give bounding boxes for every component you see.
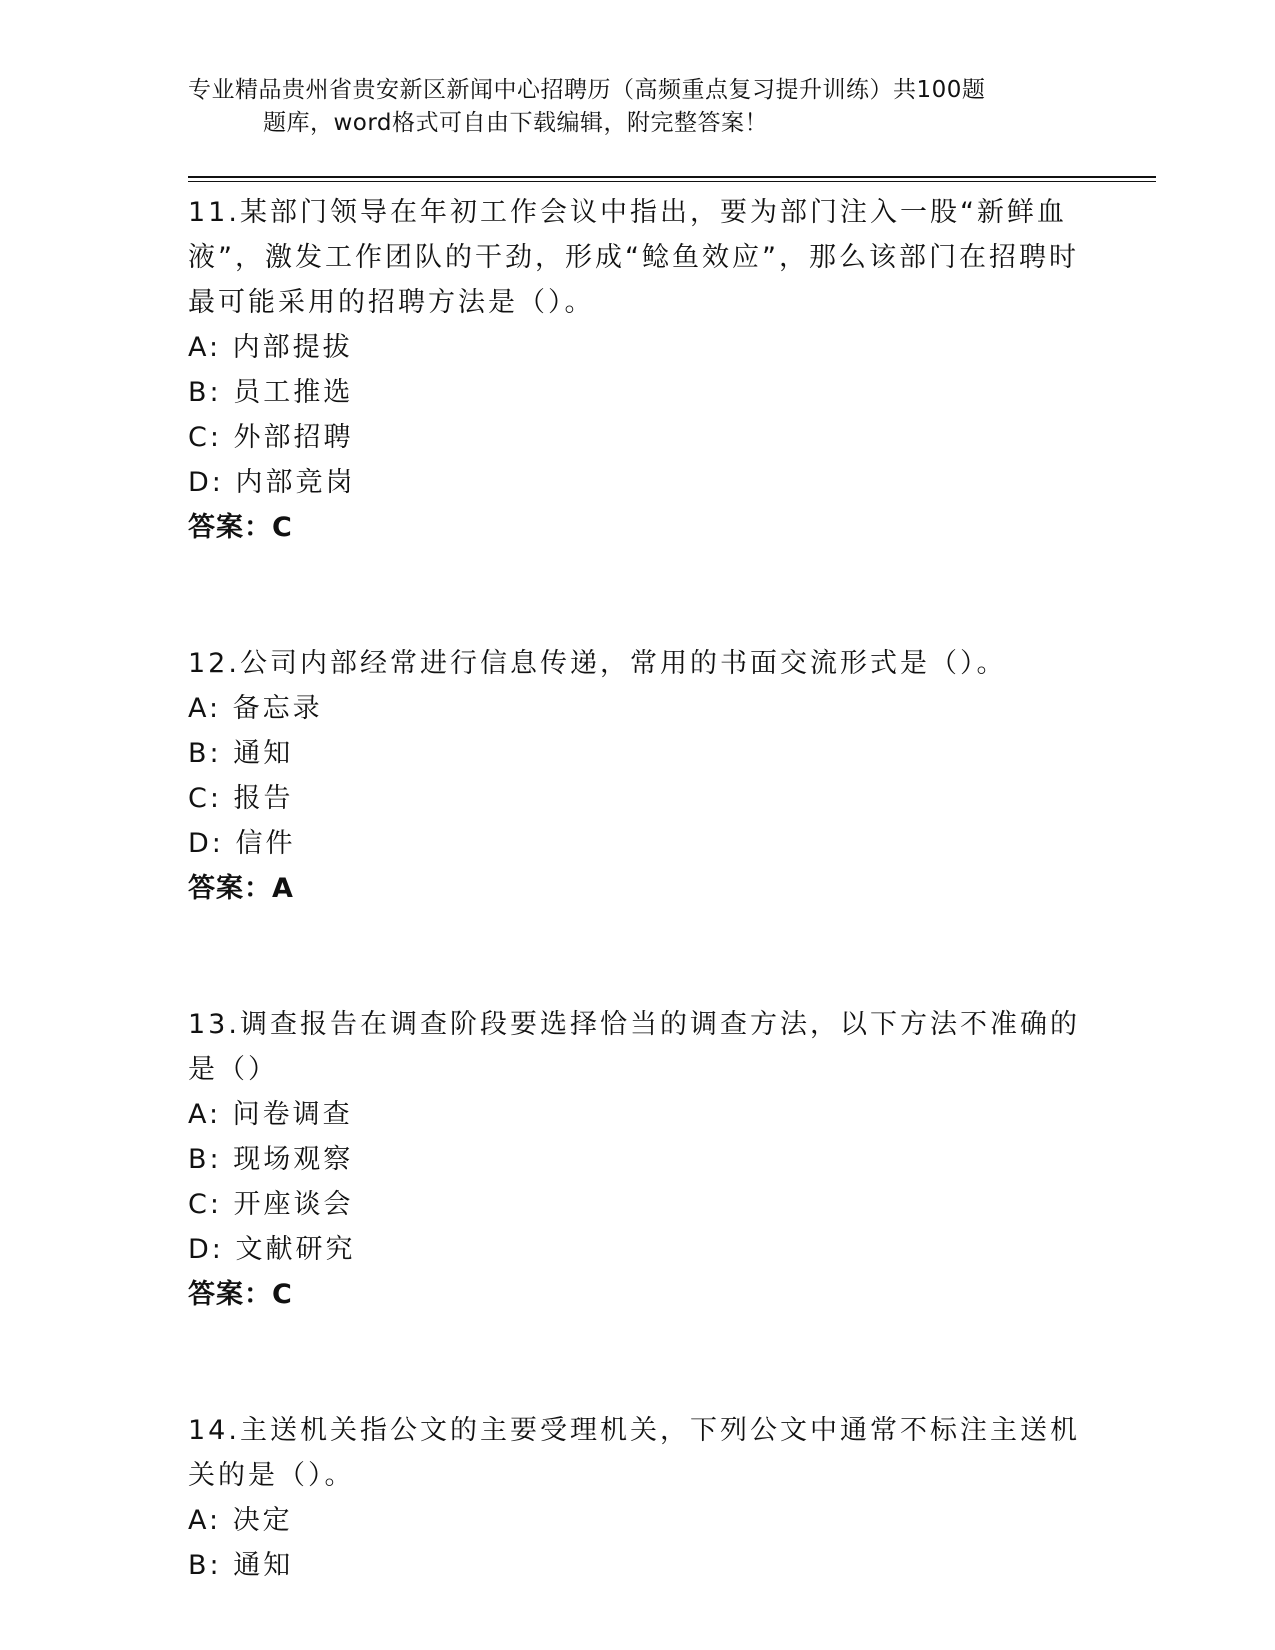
option-c: C: 外部招聘 bbox=[188, 422, 354, 453]
answer: 答案：C bbox=[188, 1279, 293, 1310]
question-12 bbox=[188, 641, 1088, 911]
question-stem: 14.主送机关指公文的主要受理机关，下列公文中通常不标注主送机关的是（）。 bbox=[188, 1415, 1080, 1491]
option-a: A: 内部提拔 bbox=[188, 332, 353, 363]
option-b: B: 现场观察 bbox=[188, 1144, 354, 1175]
answer: 答案：A bbox=[188, 873, 294, 904]
document-header bbox=[188, 74, 1048, 140]
question-stem: 12.公司内部经常进行信息传递，常用的书面交流形式是（）。 bbox=[188, 648, 1007, 679]
header-rule-thin bbox=[188, 181, 1156, 182]
question-11 bbox=[188, 190, 1088, 550]
option-a: A: 决定 bbox=[188, 1505, 293, 1536]
option-c: C: 报告 bbox=[188, 783, 294, 814]
answer: 答案：C bbox=[188, 512, 293, 543]
header-rule-thick bbox=[188, 176, 1156, 178]
header-title-line1: 专业精品贵州省贵安新区新闻中心招聘历（高频重点复习提升训练）共100题 bbox=[188, 77, 986, 103]
question-14 bbox=[188, 1408, 1088, 1588]
option-a: A: 问卷调查 bbox=[188, 1099, 353, 1130]
option-b: B: 通知 bbox=[188, 738, 294, 769]
question-13 bbox=[188, 1002, 1088, 1317]
question-list bbox=[188, 190, 1088, 1588]
question-stem: 13.调查报告在调查阶段要选择恰当的调查方法，以下方法不准确的是（） bbox=[188, 1009, 1080, 1085]
option-c: C: 开座谈会 bbox=[188, 1189, 354, 1220]
option-d: D: 内部竞岗 bbox=[188, 467, 356, 498]
option-b: B: 通知 bbox=[188, 1550, 294, 1581]
option-a: A: 备忘录 bbox=[188, 693, 323, 724]
header-title-line2: 题库，word格式可自由下载编辑，附完整答案！ bbox=[263, 110, 769, 136]
question-stem: 11.某部门领导在年初工作会议中指出，要为部门注入一股“新鲜血液”，激发工作团队的干劲，形成“鲶鱼效应”，那么该部门在招聘时最可能采用的招聘方法是（）。 bbox=[188, 197, 1079, 318]
option-b: B: 员工推选 bbox=[188, 377, 354, 408]
option-d: D: 信件 bbox=[188, 828, 296, 859]
option-d: D: 文献研究 bbox=[188, 1234, 356, 1265]
